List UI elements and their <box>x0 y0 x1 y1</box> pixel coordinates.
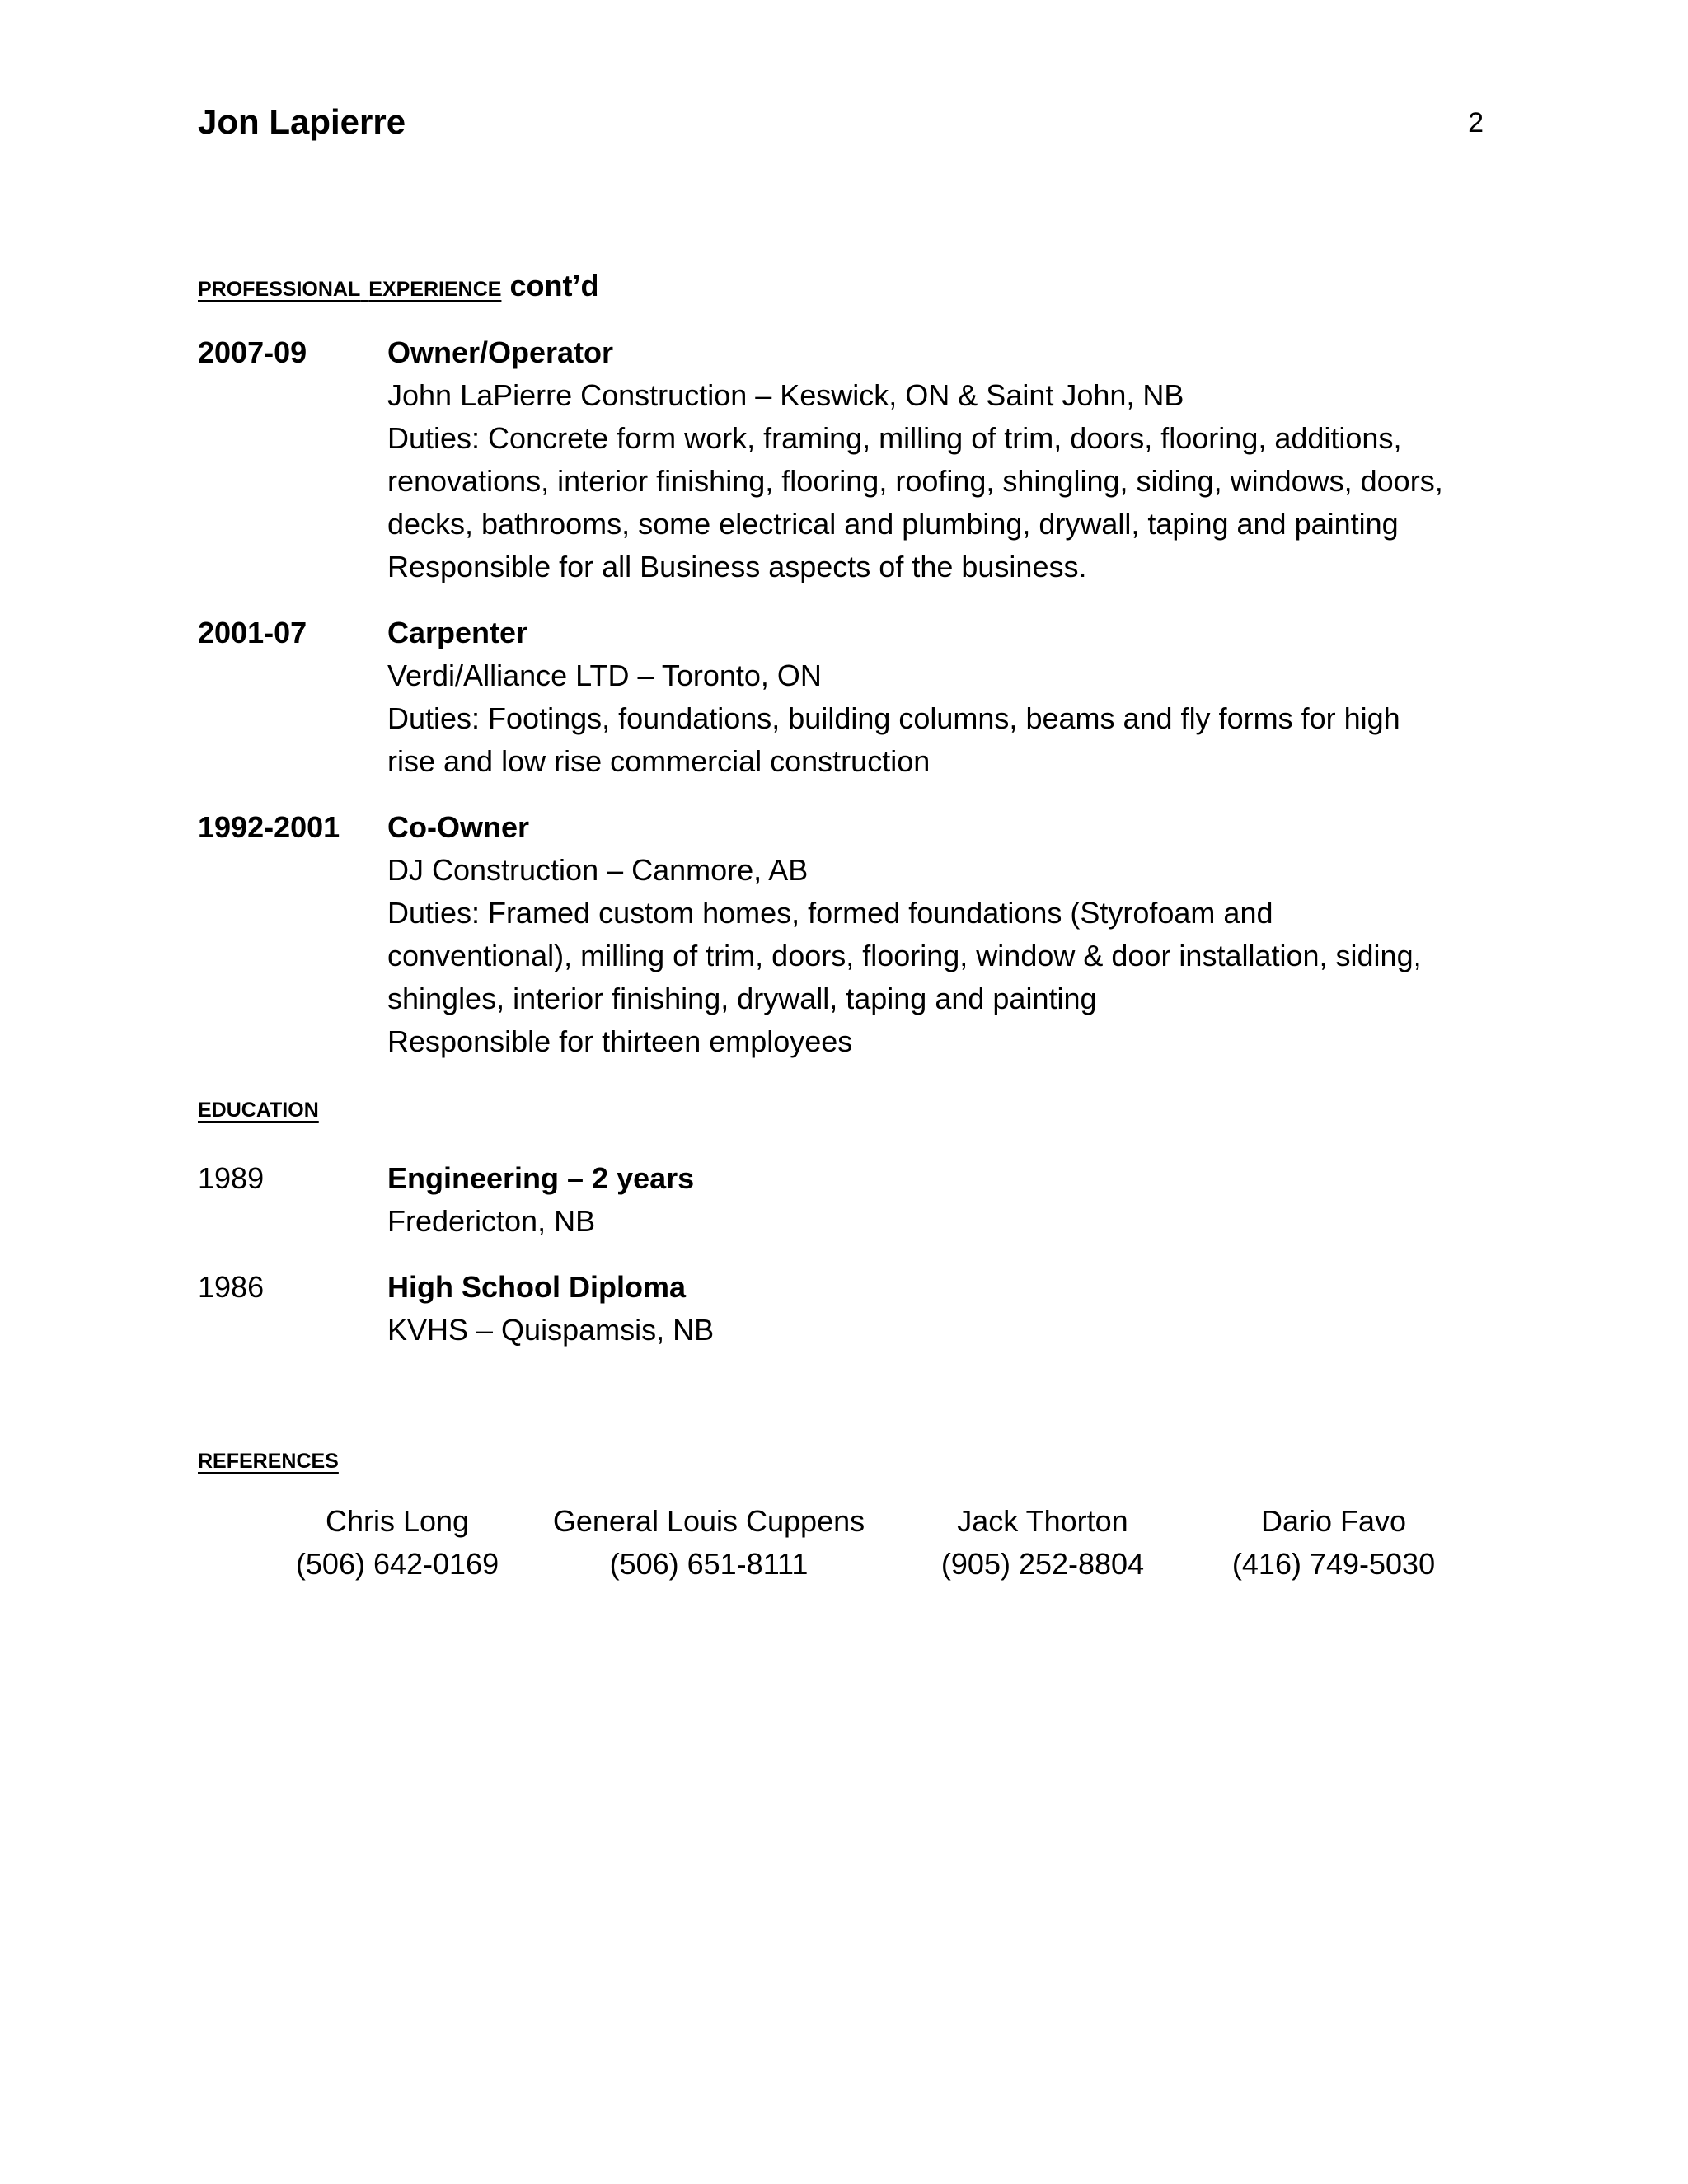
entry-line: Responsible for thirteen employees <box>387 1024 853 1058</box>
entry-line: rise and low rise commercial construction <box>387 744 931 778</box>
reference-phone: (506) 651-8111 <box>609 1547 809 1581</box>
reference-item <box>296 1500 499 1586</box>
entry-line: decks, bathrooms, some electrical and plumbing, drywall, taping and painting <box>387 507 1399 541</box>
reference-name: Chris Long <box>325 1504 470 1538</box>
entry-role: Engineering – 2 years <box>387 1161 695 1195</box>
reference-name: Dario Favo <box>1260 1504 1407 1538</box>
page-number: 2 <box>1468 107 1484 138</box>
entry-body <box>387 1266 1492 1352</box>
page-header <box>198 97 1484 147</box>
references-list <box>198 1500 1484 1591</box>
entry-line: Duties: Framed custom homes, formed foundations (Styrofoam and <box>387 896 1273 930</box>
entry-role: Co-Owner <box>387 810 530 844</box>
reference-name: General Louis Cuppens <box>552 1504 865 1538</box>
entry-line: DJ Construction – Canmore, AB <box>387 853 809 887</box>
entry-role: Owner/Operator <box>387 335 614 369</box>
entry-line: Responsible for all Business aspects of the business. <box>387 550 1087 583</box>
entry-line: John LaPierre Construction – Keswick, ON & Saint John, NB <box>387 378 1184 412</box>
reference-item <box>941 1500 1144 1586</box>
entry-line: conventional), milling of trim, doors, flooring, window & door installation, siding, <box>387 939 1422 972</box>
entry-line: Duties: Footings, foundations, building columns, beams and fly forms for high <box>387 701 1400 735</box>
reference-item <box>553 1500 865 1586</box>
entry-line: KVHS – Quispamsis, NB <box>387 1313 715 1347</box>
entry-line: shingles, interior finishing, drywall, taping and painting <box>387 982 1097 1015</box>
experience-heading-word1: professional <box>198 269 361 302</box>
reference-name: Jack Thorton <box>957 1504 1128 1538</box>
entry-line: Fredericton, NB <box>387 1204 596 1238</box>
references-heading-text: references <box>198 1441 339 1474</box>
entry-body <box>387 806 1492 1063</box>
references-heading <box>198 1437 339 1479</box>
experience-heading <box>198 265 598 307</box>
applicant-name: Jon Lapierre <box>198 102 406 141</box>
reference-phone: (416) 749-5030 <box>1231 1547 1436 1581</box>
entry-date: 2001-07 <box>198 616 307 649</box>
entry-role: Carpenter <box>387 616 528 649</box>
education-heading <box>198 1086 319 1127</box>
entry-date: 1992-2001 <box>198 810 340 844</box>
entry-body <box>387 1157 1492 1243</box>
experience-heading-word2: experience <box>368 269 502 302</box>
entry-body <box>387 331 1492 588</box>
entry-line: renovations, interior finishing, flooring, roofing, shingling, siding, windows, doors, <box>387 464 1443 498</box>
entry-date: 1989 <box>198 1161 265 1195</box>
entry-date: 2007-09 <box>198 335 307 369</box>
entry-line: Duties: Concrete form work, framing, milling of trim, doors, flooring, additions, <box>387 421 1402 455</box>
reference-phone: (506) 642-0169 <box>295 1547 499 1581</box>
education-heading-text: education <box>198 1090 319 1123</box>
entry-role: High School Diploma <box>387 1270 687 1304</box>
reference-item <box>1232 1500 1435 1586</box>
experience-heading-suffix: cont’d <box>509 269 599 302</box>
entry-line: Verdi/Alliance LTD – Toronto, ON <box>387 658 822 692</box>
entry-body <box>387 612 1492 783</box>
reference-phone: (905) 252-8804 <box>940 1547 1145 1581</box>
entry-date: 1986 <box>198 1270 265 1304</box>
